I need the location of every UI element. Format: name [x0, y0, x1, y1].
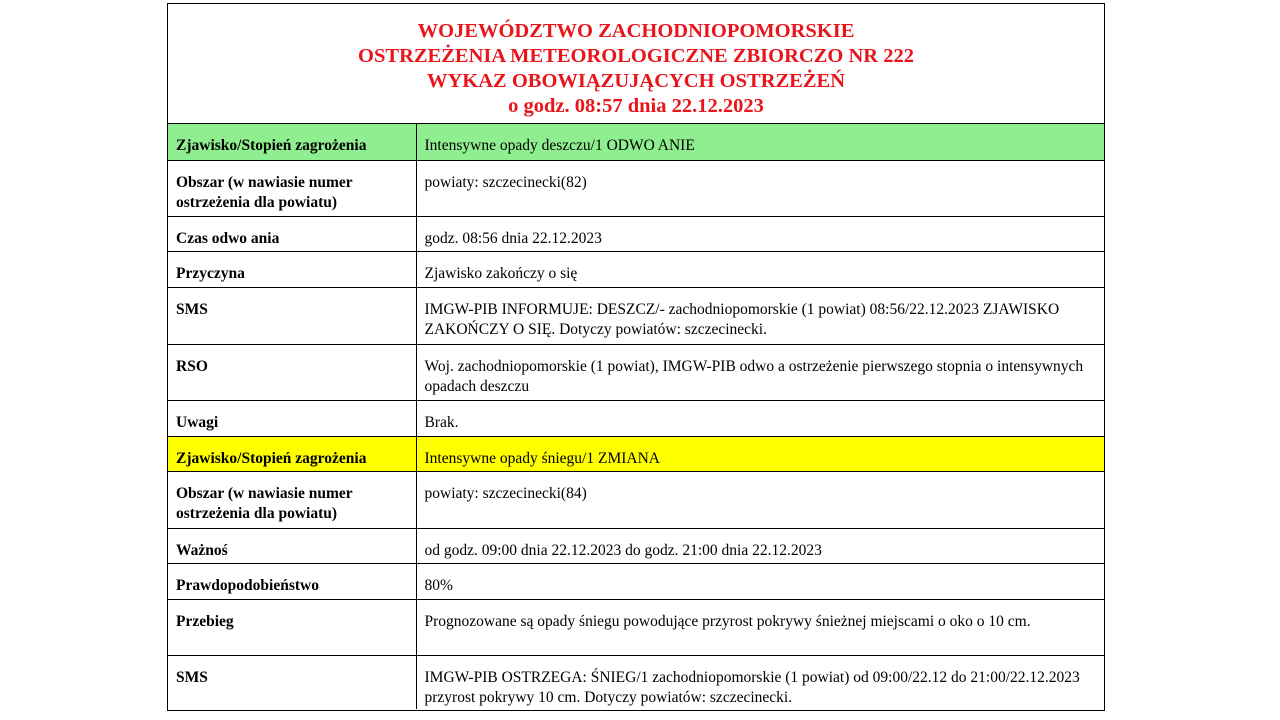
row-value: Prognozowane są opady śniegu powodujące przyrost pokrywy śnieżnej miejscami o oko o 10 cm. — [416, 599, 1104, 655]
row-value: od godz. 09:00 dnia 22.12.2023 do godz. 21:00 dnia 22.12.2023 — [416, 528, 1104, 563]
row-label: Zjawisko/Stopień zagrożenia — [168, 436, 416, 471]
warning-document — [167, 3, 1105, 711]
table-row — [168, 216, 1104, 251]
table-row — [168, 528, 1104, 563]
row-label: Czas odwo ania — [168, 216, 416, 251]
table-row — [168, 400, 1104, 436]
row-label: Obszar (w nawiasie numer ostrzeżenia dla powiatu) — [168, 471, 416, 528]
table-row — [168, 287, 1104, 344]
row-value: IMGW-PIB OSTRZEGA: ŚNIEG/1 zachodniopomorskie (1 powiat) od 09:00/22.12 do 21:00/22.12.2023 przyrost pokrywy 10 cm. Dotyczy powiatów: szczecinecki. — [416, 655, 1104, 709]
row-label: SMS — [168, 287, 416, 344]
row-label: Zjawisko/Stopień zagrożenia — [168, 124, 416, 160]
row-label: RSO — [168, 344, 416, 400]
row-label: Przyczyna — [168, 251, 416, 287]
table-row — [168, 655, 1104, 709]
row-label: Obszar (w nawiasie numer ostrzeżenia dla powiatu) — [168, 160, 416, 216]
row-label: Przebieg — [168, 599, 416, 655]
row-value: Intensywne opady deszczu/1 ODWO ANIE — [416, 124, 1104, 160]
table-row — [168, 599, 1104, 655]
header-warnings-title: OSTRZEŻENIA METEOROLOGICZNE ZBIORCZO NR 222 — [358, 45, 914, 67]
row-value: 80% — [416, 563, 1104, 599]
header-region-title: WOJEWÓDZTWO ZACHODNIOPOMORSKIE — [417, 20, 855, 42]
row-value: Brak. — [416, 400, 1104, 436]
header-timestamp: o godz. 08:57 dnia 22.12.2023 — [508, 95, 764, 117]
row-value: IMGW-PIB INFORMUJE: DESZCZ/- zachodniopomorskie (1 powiat) 08:56/22.12.2023 ZJAWISKO ZAKOŃCZY O SIĘ. Dotyczy powiatów: szczecinecki. — [416, 287, 1104, 344]
table-row — [168, 436, 1104, 471]
row-value: Woj. zachodniopomorskie (1 powiat), IMGW-PIB odwo a ostrzeżenie pierwszego stopnia o intensywnych opadach deszczu — [416, 344, 1104, 400]
table-row — [168, 160, 1104, 216]
table-row — [168, 124, 1104, 160]
row-label: Ważnoś — [168, 528, 416, 563]
row-label: SMS — [168, 655, 416, 709]
table-row — [168, 563, 1104, 599]
row-value: godz. 08:56 dnia 22.12.2023 — [416, 216, 1104, 251]
row-value: powiaty: szczecinecki(82) — [416, 160, 1104, 216]
row-value: Zjawisko zakończy o się — [416, 251, 1104, 287]
row-value: Intensywne opady śniegu/1 ZMIANA — [416, 436, 1104, 471]
table-row — [168, 344, 1104, 400]
warnings-table — [168, 124, 1104, 709]
header-list-title: WYKAZ OBOWIĄZUJĄCYCH OSTRZEŻEŃ — [426, 70, 846, 92]
table-row — [168, 471, 1104, 528]
row-label: Uwagi — [168, 400, 416, 436]
row-value: powiaty: szczecinecki(84) — [416, 471, 1104, 528]
document-header — [168, 4, 1104, 124]
row-label: Prawdopodobieństwo — [168, 563, 416, 599]
table-row — [168, 251, 1104, 287]
